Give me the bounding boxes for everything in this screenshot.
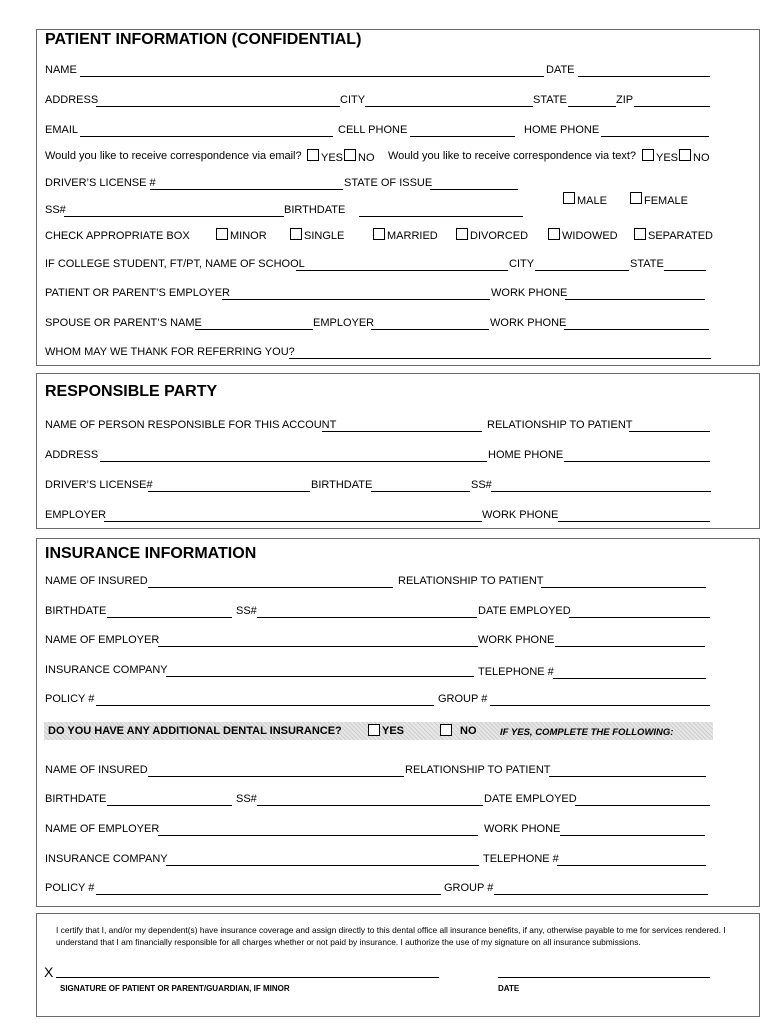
spouse-employer-label: EMPLOYER <box>313 317 375 329</box>
email-correspondence-question: Would you like to receive correspondence via email? <box>45 150 302 162</box>
insured-name-label: NAME OF INSURED <box>45 575 148 587</box>
state-of-issue-field[interactable] <box>430 189 518 190</box>
date-employed-label: DATE EMPLOYED <box>478 605 571 617</box>
signature-field[interactable] <box>56 977 439 978</box>
second-work-phone-label: WORK PHONE <box>484 823 561 835</box>
drivers-license-field[interactable] <box>150 189 343 190</box>
city-label: CITY <box>340 94 366 106</box>
second-policy-field[interactable] <box>96 894 441 895</box>
address-label: ADDRESS <box>45 94 99 106</box>
spouse-label: SPOUSE OR PARENT’S NAME <box>45 317 202 329</box>
date-employed-field[interactable] <box>569 617 710 618</box>
second-telephone-field[interactable] <box>557 865 706 866</box>
email-no-checkbox[interactable] <box>344 149 356 161</box>
birthdate-field[interactable] <box>359 216 523 217</box>
text-correspondence-question: Would you like to receive correspondence via text? <box>388 150 637 162</box>
school-field[interactable] <box>296 270 508 271</box>
second-insured-name-label: NAME OF INSURED <box>45 764 148 776</box>
second-relationship-label: RELATIONSHIP TO PATIENT <box>405 764 551 776</box>
policy-label: POLICY # <box>45 693 95 705</box>
email-label: EMAIL <box>45 124 79 136</box>
zip-label: ZIP <box>616 94 634 106</box>
work-phone-field[interactable] <box>565 299 705 300</box>
second-employer-field[interactable] <box>158 835 478 836</box>
patient-section-title: PATIENT INFORMATION (CONFIDENTIAL) <box>45 31 362 48</box>
married-label: MARRIED <box>387 230 438 242</box>
spouse-work-phone-label: WORK PHONE <box>490 317 567 329</box>
single-label: SINGLE <box>304 230 345 242</box>
group-field[interactable] <box>490 705 710 706</box>
college-city-field[interactable] <box>535 270 629 271</box>
address-field[interactable] <box>96 106 340 107</box>
signature-x-mark: X <box>44 964 54 980</box>
responsible-relationship-label: RELATIONSHIP TO PATIENT <box>487 419 633 431</box>
name-label: NAME <box>45 64 77 76</box>
group-label: GROUP # <box>438 693 488 705</box>
responsible-ss-field[interactable] <box>491 491 711 492</box>
responsible-home-phone-field[interactable] <box>564 461 710 462</box>
cell-phone-label: CELL PHONE <box>338 124 408 136</box>
insured-employer-field[interactable] <box>158 646 478 647</box>
city-field[interactable] <box>365 106 533 107</box>
second-group-field[interactable] <box>494 894 708 895</box>
if-yes-instruction: IF YES, COMPLETE THE FOLLOWING: <box>500 727 674 738</box>
insured-birthdate-label: BIRTHDATE <box>45 605 107 617</box>
zip-field[interactable] <box>634 106 710 107</box>
additional-no-label: NO <box>460 725 477 737</box>
second-insured-name-field[interactable] <box>148 776 404 777</box>
female-checkbox[interactable] <box>630 192 642 204</box>
minor-label: MINOR <box>230 230 267 242</box>
home-phone-field[interactable] <box>601 136 709 137</box>
policy-field[interactable] <box>96 705 434 706</box>
responsible-birthdate-field[interactable] <box>371 491 470 492</box>
responsible-work-phone-label: WORK PHONE <box>482 509 559 521</box>
email-field[interactable] <box>80 136 333 137</box>
state-field[interactable] <box>568 106 616 107</box>
insured-employer-label: NAME OF EMPLOYER <box>45 634 160 646</box>
date-label: DATE <box>546 64 575 76</box>
ss-label: SS# <box>45 204 66 216</box>
text-yes-label: YES <box>656 152 679 164</box>
college-city-label: CITY <box>509 258 535 270</box>
spouse-employer-field[interactable] <box>371 329 489 330</box>
responsible-ss-label: SS# <box>471 479 492 491</box>
single-checkbox[interactable] <box>290 228 302 240</box>
certification-text: I certify that I, and/or my dependent(s) have insurance coverage and assign directly to this dental office all insurance benefits, if any, otherwise payable to me for services rendered. I understand that I am financially responsible for all charges whether or not paid by insurance. I authorize the use of my signature on all insurance submissions. <box>56 925 726 947</box>
insured-relationship-field[interactable] <box>541 587 706 588</box>
insured-ss-field[interactable] <box>257 617 477 618</box>
responsible-employer-field[interactable] <box>104 521 482 522</box>
text-yes-checkbox[interactable] <box>642 149 654 161</box>
male-label: MALE <box>577 195 607 207</box>
referral-field[interactable] <box>289 358 711 359</box>
responsible-address-label: ADDRESS <box>45 449 99 461</box>
insurance-company-field[interactable] <box>166 676 474 677</box>
widowed-checkbox[interactable] <box>548 228 560 240</box>
second-birthdate-field[interactable] <box>107 805 232 806</box>
insured-relationship-label: RELATIONSHIP TO PATIENT <box>398 575 544 587</box>
responsible-address-field[interactable] <box>100 461 487 462</box>
second-company-label: INSURANCE COMPANY <box>45 853 168 865</box>
male-checkbox[interactable] <box>563 192 575 204</box>
signature-date-field[interactable] <box>498 977 710 978</box>
college-state-field[interactable] <box>664 270 706 271</box>
insured-name-field[interactable] <box>148 587 393 588</box>
second-date-employed-label: DATE EMPLOYED <box>484 793 577 805</box>
responsible-dl-field[interactable] <box>148 491 310 492</box>
responsible-employer-label: EMPLOYER <box>45 509 107 521</box>
employer-label: PATIENT OR PARENT’S EMPLOYER <box>45 287 230 299</box>
college-state-label: STATE <box>630 258 664 270</box>
second-ss-field[interactable] <box>257 805 483 806</box>
text-no-checkbox[interactable] <box>679 149 691 161</box>
additional-yes-checkbox[interactable] <box>368 724 380 736</box>
insured-ss-label: SS# <box>236 605 257 617</box>
separated-label: SEPARATED <box>648 230 713 242</box>
additional-yes-label: YES <box>382 725 405 737</box>
drivers-license-label: DRIVER’S LICENSE # <box>45 177 156 189</box>
email-yes-label: YES <box>321 152 344 164</box>
responsible-name-field[interactable] <box>322 431 482 432</box>
insured-work-phone-field[interactable] <box>555 646 705 647</box>
insured-work-phone-label: WORK PHONE <box>478 634 555 646</box>
insurance-telephone-field[interactable] <box>553 678 706 679</box>
spouse-work-phone-field[interactable] <box>564 329 709 330</box>
state-label: STATE <box>533 94 567 106</box>
responsible-home-phone-label: HOME PHONE <box>488 449 564 461</box>
second-policy-label: POLICY # <box>45 882 95 894</box>
spouse-field[interactable] <box>195 329 313 330</box>
responsible-section-title: RESPONSIBLE PARTY <box>45 383 218 400</box>
responsible-dl-label: DRIVER’S LICENSE# <box>45 479 153 491</box>
second-employer-label: NAME OF EMPLOYER <box>45 823 160 835</box>
text-no-label: NO <box>693 152 710 164</box>
birthdate-label: BIRTHDATE <box>284 204 346 216</box>
email-no-label: NO <box>358 152 375 164</box>
second-ss-label: SS# <box>236 793 257 805</box>
signature-date-label: DATE <box>498 984 520 993</box>
signature-label: SIGNATURE OF PATIENT OR PARENT/GUARDIAN, IF MINOR <box>60 984 290 993</box>
responsible-birthdate-label: BIRTHDATE <box>311 479 373 491</box>
cell-phone-field[interactable] <box>410 136 515 137</box>
second-date-employed-field[interactable] <box>575 805 710 806</box>
employer-field[interactable] <box>222 299 490 300</box>
responsible-name-label: NAME OF PERSON RESPONSIBLE FOR THIS ACCOUNT <box>45 419 337 431</box>
minor-checkbox[interactable] <box>216 228 228 240</box>
home-phone-label: HOME PHONE <box>524 124 600 136</box>
name-field[interactable] <box>80 76 544 77</box>
college-label: IF COLLEGE STUDENT, FT/PT, NAME OF SCHOOL <box>45 258 305 270</box>
insurance-telephone-label: TELEPHONE # <box>478 666 554 678</box>
female-label: FEMALE <box>644 195 689 207</box>
married-checkbox[interactable] <box>373 228 385 240</box>
responsible-relationship-field[interactable] <box>629 431 710 432</box>
second-birthdate-label: BIRTHDATE <box>45 793 107 805</box>
insurance-company-label: INSURANCE COMPANY <box>45 664 168 676</box>
second-work-phone-field[interactable] <box>560 835 705 836</box>
check-appropriate-box-label: CHECK APPROPRIATE BOX <box>45 230 190 242</box>
widowed-label: WIDOWED <box>562 230 618 242</box>
date-field[interactable] <box>578 76 710 77</box>
second-telephone-label: TELEPHONE # <box>483 853 559 865</box>
ss-field[interactable] <box>64 216 284 217</box>
state-of-issue-label: STATE OF ISSUE <box>344 177 433 189</box>
second-group-label: GROUP # <box>444 882 494 894</box>
responsible-work-phone-field[interactable] <box>558 521 710 522</box>
insured-birthdate-field[interactable] <box>107 617 232 618</box>
email-yes-checkbox[interactable] <box>307 149 319 161</box>
additional-insurance-question: DO YOU HAVE ANY ADDITIONAL DENTAL INSURANCE? <box>48 725 342 737</box>
referral-label: WHOM MAY WE THANK FOR REFERRING YOU? <box>45 346 295 358</box>
additional-no-checkbox[interactable] <box>440 724 452 736</box>
divorced-checkbox[interactable] <box>456 228 468 240</box>
second-relationship-field[interactable] <box>549 776 706 777</box>
insurance-section-title: INSURANCE INFORMATION <box>45 545 257 562</box>
work-phone-label: WORK PHONE <box>491 287 568 299</box>
second-company-field[interactable] <box>166 865 479 866</box>
divorced-label: DIVORCED <box>470 230 529 242</box>
separated-checkbox[interactable] <box>634 228 646 240</box>
